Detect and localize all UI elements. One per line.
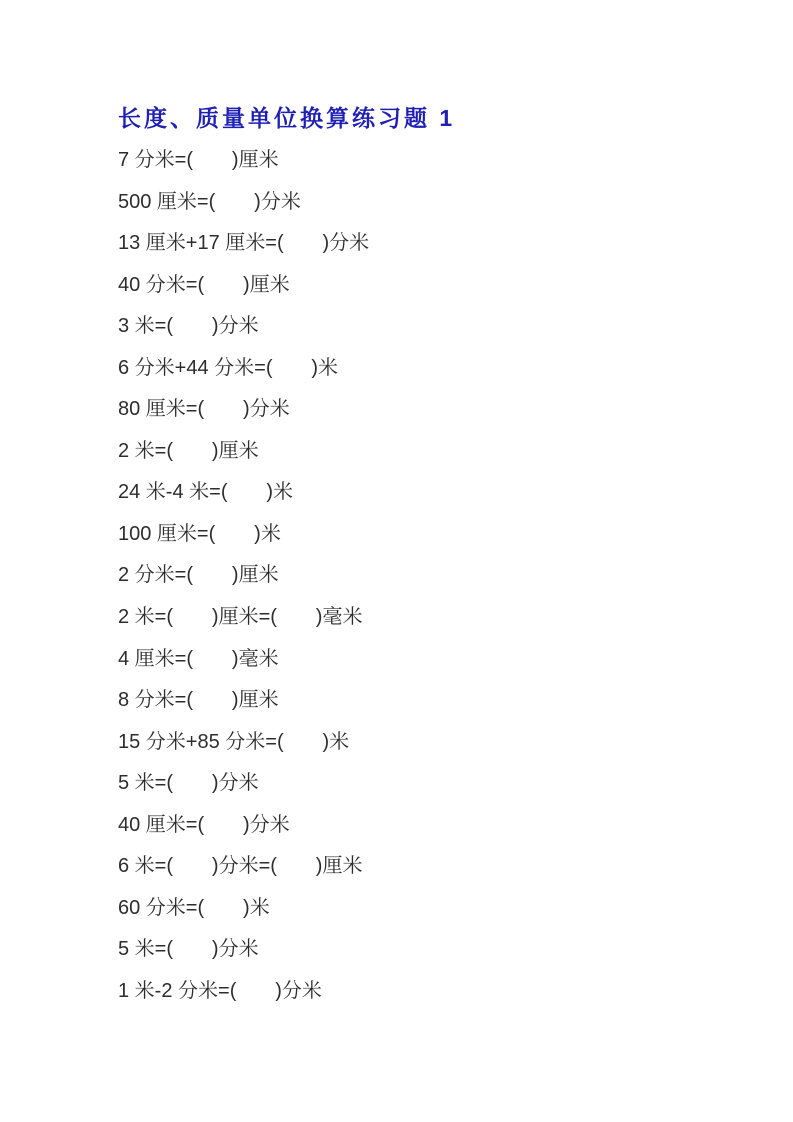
- question-line: 8 分米=( )厘米: [118, 689, 279, 712]
- question-line: 2 米=( )厘米: [118, 439, 259, 462]
- question-line: 5 米=( )分米: [118, 938, 259, 961]
- question-list: [118, 150, 369, 1022]
- question-line: 6 分米+44 分米=( )米: [118, 356, 339, 379]
- question-line: 100 厘米=( )米: [118, 522, 281, 545]
- question-line: 80 厘米=( )分米: [118, 398, 290, 421]
- page-title: 长度、质量单位换算练习题 1: [118, 105, 456, 131]
- question-line: 13 厘米+17 厘米=( )分米: [118, 232, 370, 255]
- question-line: 40 厘米=( )分米: [118, 813, 290, 836]
- question-line: 7 分米=( )厘米: [118, 149, 279, 171]
- question-line: 60 分米=( )米: [118, 896, 270, 919]
- question-line: 4 厘米=( )毫米: [118, 647, 279, 670]
- question-line: 2 分米=( )厘米: [118, 564, 279, 587]
- question-line: 2 米=( )厘米=( )毫米: [118, 606, 363, 629]
- question-line: 24 米-4 米=( )米: [118, 481, 294, 504]
- question-line: 5 米=( )分米: [118, 772, 259, 795]
- question-line: 6 米=( )分米=( )厘米: [118, 855, 363, 878]
- question-line: 40 分米=( )厘米: [118, 273, 290, 296]
- question-line: 500 厘米=( )分米: [118, 190, 301, 213]
- question-line: 3 米=( )分米: [118, 315, 259, 338]
- question-line: 1 米-2 分米=( )分米: [118, 979, 322, 1002]
- question-line: 15 分米+85 分米=( )米: [118, 730, 350, 753]
